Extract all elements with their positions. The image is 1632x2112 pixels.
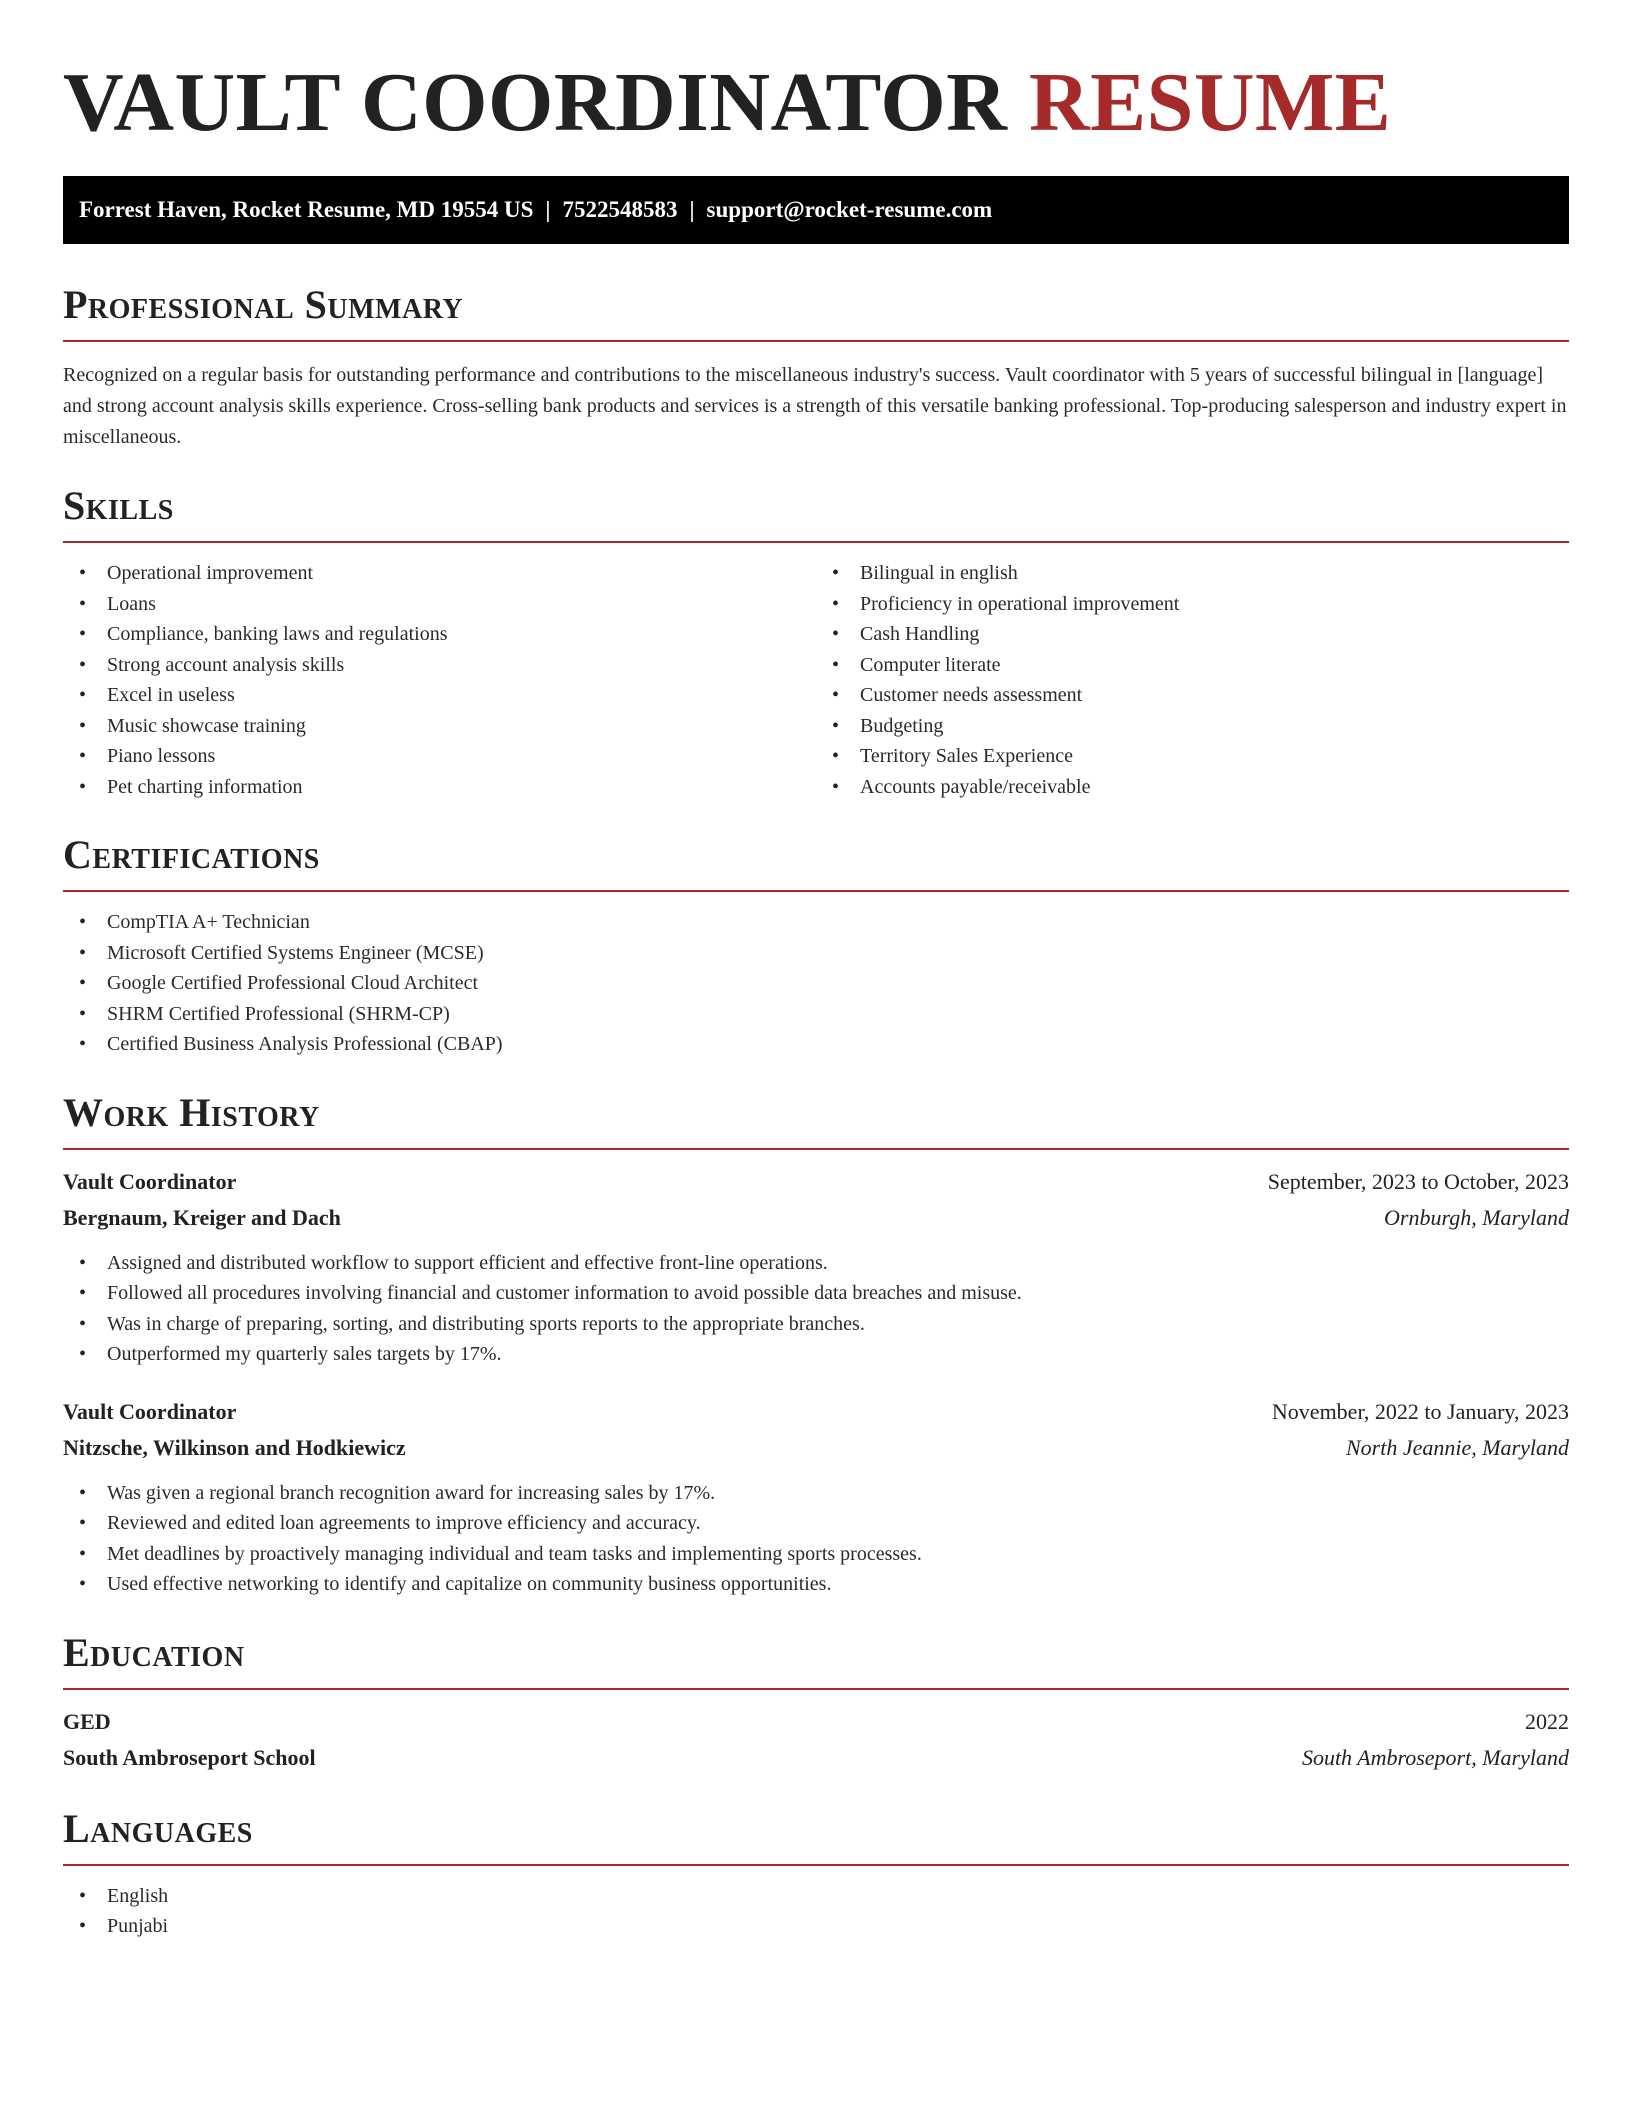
skill-item: • Piano lessons	[63, 741, 816, 772]
skill-item: • Compliance, banking laws and regulations	[63, 619, 816, 650]
skills-section	[63, 483, 1569, 802]
contact-separator: |	[545, 197, 551, 222]
skill-item: • Computer literate	[816, 650, 1569, 681]
summary-heading: Professional Summary	[63, 282, 464, 327]
skill-item: • Cash Handling	[816, 619, 1569, 650]
skill-item: • Music showcase training	[63, 711, 816, 742]
skill-item: • Proficiency in operational improvement	[816, 589, 1569, 620]
skill-item: • Customer needs assessment	[816, 680, 1569, 711]
job-dates: September, 2023 to October, 2023	[1267, 1168, 1569, 1194]
job-title: Vault Coordinator	[63, 1398, 237, 1424]
section-divider	[63, 541, 1569, 543]
skills-list-right	[816, 558, 1569, 802]
job-duty-item: • Met deadlines by proactively managing individual and team tasks and implementing sports processes.	[63, 1539, 1569, 1570]
job-duty-item: • Reviewed and edited loan agreements to improve efficiency and accuracy.	[63, 1508, 1569, 1539]
job-company: Nitzsche, Wilkinson and Hodkiewicz	[63, 1434, 406, 1460]
work-history-heading: Work History	[63, 1089, 320, 1135]
job-dates: November, 2022 to January, 2023	[1271, 1398, 1569, 1424]
skill-item: • Strong account analysis skills	[63, 650, 816, 681]
title-accent: RESUME	[1028, 56, 1392, 149]
skill-item: • Budgeting	[816, 711, 1569, 742]
contact-bar	[63, 176, 1569, 244]
job-company-row	[63, 1430, 1569, 1466]
work-history-section	[63, 1090, 1569, 1600]
certifications-list	[63, 907, 1569, 1060]
skill-item: • Operational improvement	[63, 558, 816, 589]
job-entry	[63, 1394, 1569, 1600]
language-item: • English	[63, 1881, 1569, 1912]
contact-separator: |	[689, 197, 695, 222]
skill-item: • Excel in useless	[63, 680, 816, 711]
education-heading: Education	[63, 1629, 245, 1675]
skill-item: • Loans	[63, 589, 816, 620]
certification-item: • Microsoft Certified Systems Engineer (MCSE)	[63, 938, 1569, 969]
section-divider	[63, 890, 1569, 892]
job-duty-item: • Outperformed my quarterly sales targets by 17%.	[63, 1339, 1569, 1370]
job-entry	[63, 1164, 1569, 1370]
education-degree: GED	[63, 1708, 111, 1734]
section-divider	[63, 1148, 1569, 1150]
job-duty-item: • Assigned and distributed workflow to support efficient and effective front-line operations.	[63, 1248, 1569, 1279]
job-header-row	[63, 1394, 1569, 1430]
certifications-heading: Certifications	[63, 832, 320, 877]
job-header-row	[63, 1164, 1569, 1200]
skills-heading: Skills	[63, 483, 174, 528]
education-location: South Ambroseport, Maryland	[1301, 1744, 1569, 1770]
summary-section	[63, 282, 1569, 453]
job-location: North Jeannie, Maryland	[1345, 1434, 1569, 1460]
certification-item: • Certified Business Analysis Professional (CBAP)	[63, 1029, 1569, 1060]
languages-list	[63, 1881, 1569, 1942]
certification-item: • CompTIA A+ Technician	[63, 907, 1569, 938]
job-duties-list	[63, 1478, 1569, 1600]
job-company: Bergnaum, Kreiger and Dach	[63, 1204, 341, 1230]
languages-section	[63, 1806, 1569, 1942]
job-title: Vault Coordinator	[63, 1168, 237, 1194]
job-duty-item: • Was in charge of preparing, sorting, and distributing sports reports to the appropriate branches.	[63, 1309, 1569, 1340]
languages-heading: Languages	[63, 1805, 253, 1851]
job-duty-item: • Was given a regional branch recognition award for increasing sales by 17%.	[63, 1478, 1569, 1509]
skill-item: • Bilingual in english	[816, 558, 1569, 589]
contact-email: support@rocket-resume.com	[706, 197, 993, 222]
education-section	[63, 1630, 1569, 1776]
resume-title	[63, 0, 1569, 148]
skill-item: • Pet charting information	[63, 772, 816, 803]
education-year: 2022	[1525, 1708, 1569, 1734]
certifications-section	[63, 832, 1569, 1060]
section-divider	[63, 1688, 1569, 1690]
section-divider	[63, 340, 1569, 342]
education-header-row	[63, 1704, 1569, 1740]
education-school: South Ambroseport School	[63, 1744, 316, 1770]
title-main: VAULT COORDINATOR	[63, 56, 1008, 149]
certification-item: • SHRM Certified Professional (SHRM-CP)	[63, 999, 1569, 1030]
section-divider	[63, 1864, 1569, 1866]
contact-phone: 7522548583	[562, 197, 678, 222]
education-school-row	[63, 1740, 1569, 1776]
job-duty-item: • Followed all procedures involving financial and customer information to avoid possible data breaches and misuse.	[63, 1278, 1569, 1309]
job-duty-item: • Used effective networking to identify and capitalize on community business opportunities.	[63, 1569, 1569, 1600]
certification-item: • Google Certified Professional Cloud Architect	[63, 968, 1569, 999]
contact-address: Forrest Haven, Rocket Resume, MD 19554 US	[79, 197, 534, 222]
summary-text: Recognized on a regular basis for outstanding performance and contributions to the miscellaneous industry's success. Vault coordinator with 5 years of successful bilingual in [language] and strong account analysis skills experience. Cross-selling bank products and services is a strength of this versatile banking professional. Top-producing salesperson and industry expert in miscellaneous.	[63, 364, 1567, 448]
job-location: Ornburgh, Maryland	[1384, 1204, 1569, 1230]
job-company-row	[63, 1200, 1569, 1236]
job-duties-list	[63, 1248, 1569, 1370]
skill-item: • Territory Sales Experience	[816, 741, 1569, 772]
education-entry	[63, 1704, 1569, 1776]
skills-list-left	[63, 558, 816, 802]
skills-grid	[63, 558, 1569, 802]
skill-item: • Accounts payable/receivable	[816, 772, 1569, 803]
language-item: • Punjabi	[63, 1911, 1569, 1942]
